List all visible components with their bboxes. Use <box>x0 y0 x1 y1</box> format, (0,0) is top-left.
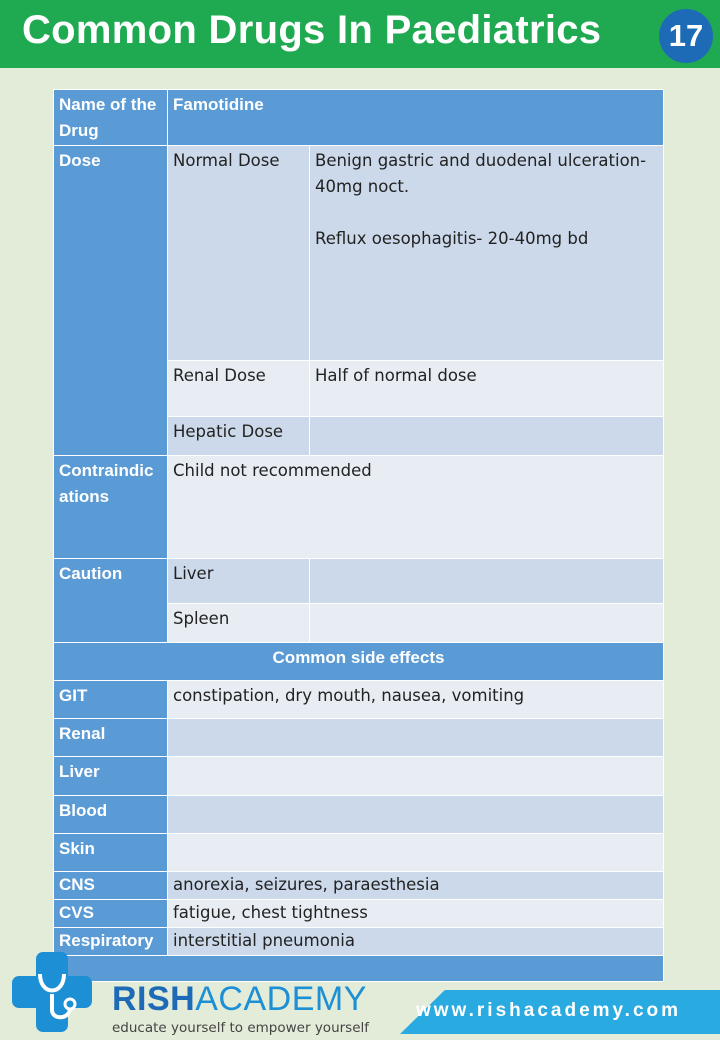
side-effect-value <box>168 796 664 834</box>
table-row <box>54 559 664 604</box>
table-row <box>54 757 664 796</box>
side-effect-label: Renal <box>54 719 168 757</box>
website-link[interactable]: www.rishacademy.com <box>416 1000 682 1021</box>
medical-cross-stethoscope-icon <box>12 952 92 1032</box>
drug-name-label: Name of the Drug <box>54 90 168 146</box>
caution-label: Caution <box>54 559 168 643</box>
brand-tagline: educate yourself to empower yourself <box>112 1020 370 1036</box>
side-effect-value <box>168 719 664 757</box>
side-effect-label: GIT <box>54 681 168 719</box>
side-effects-heading: Common side effects <box>54 643 664 681</box>
brand-academy: ACADEMY <box>195 980 367 1018</box>
caution-item-label: Spleen <box>168 604 310 643</box>
table-row <box>54 956 664 982</box>
table-row <box>54 872 664 900</box>
table-row <box>54 719 664 757</box>
side-effect-label: Liver <box>54 757 168 796</box>
table-row <box>54 796 664 834</box>
side-effect-value: constipation, dry mouth, nausea, vomiting <box>168 681 664 719</box>
side-effect-value <box>168 757 664 796</box>
caution-item-label: Liver <box>168 559 310 604</box>
caution-item-value <box>310 604 664 643</box>
brand-name <box>112 980 367 1019</box>
normal-dose-value <box>310 146 664 361</box>
table-row <box>54 456 664 559</box>
side-effect-value: fatigue, chest tightness <box>168 900 664 928</box>
normal-dose-line: Benign gastric and duodenal ulceration- 40mg noct. <box>315 151 647 196</box>
table-row <box>54 928 664 956</box>
page-number-badge: 17 <box>659 9 713 63</box>
table-row <box>54 900 664 928</box>
normal-dose-line: Reflux oesophagitis- 20-40mg bd <box>315 229 589 248</box>
table-row <box>54 90 664 146</box>
page-title: Common Drugs In Paediatrics <box>22 8 602 52</box>
contraindications-label: Contraindications <box>54 456 168 559</box>
side-effect-label: Skin <box>54 834 168 872</box>
drug-name-value: Famotidine <box>168 90 664 146</box>
caution-item-value <box>310 559 664 604</box>
side-effect-label: Blood <box>54 796 168 834</box>
page-header <box>0 0 720 68</box>
side-effect-value <box>168 834 664 872</box>
side-effect-value: interstitial pneumonia <box>168 928 664 956</box>
hepatic-dose-value <box>310 417 664 456</box>
dose-label: Dose <box>54 146 168 456</box>
table-footer-band <box>54 956 664 982</box>
table-row <box>54 643 664 681</box>
normal-dose-label: Normal Dose <box>168 146 310 361</box>
hepatic-dose-label: Hepatic Dose <box>168 417 310 456</box>
brand-rish: RISH <box>112 980 196 1018</box>
renal-dose-label: Renal Dose <box>168 361 310 417</box>
side-effect-label: CNS <box>54 872 168 900</box>
table-row <box>54 834 664 872</box>
table-row <box>54 146 664 361</box>
side-effect-label: CVS <box>54 900 168 928</box>
table-row <box>54 681 664 719</box>
side-effect-value: anorexia, seizures, paraesthesia <box>168 872 664 900</box>
renal-dose-value: Half of normal dose <box>310 361 664 417</box>
contraindications-value: Child not recommended <box>168 456 664 559</box>
side-effect-label: Respiratory <box>54 928 168 956</box>
drug-info-table <box>53 89 664 982</box>
